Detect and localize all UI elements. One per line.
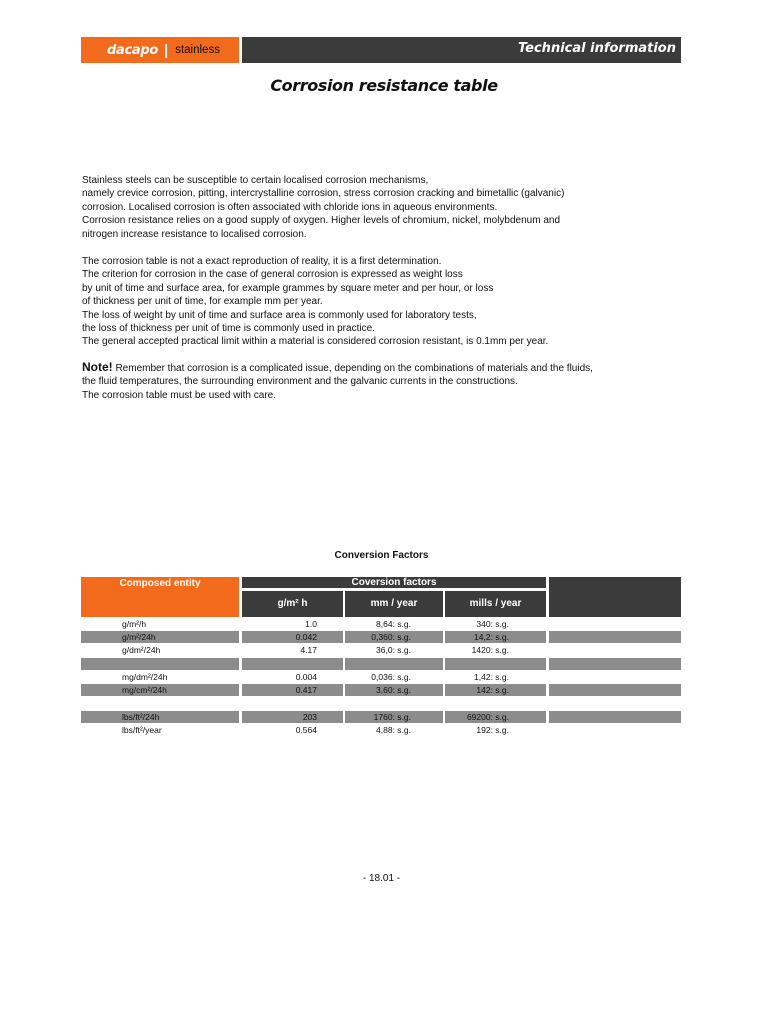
row-shade — [549, 658, 681, 670]
section-bar — [242, 37, 681, 63]
unit-cell: g/dm²/24h — [122, 645, 161, 655]
mm-year-cell: 1760: s.g. — [373, 712, 411, 722]
brand-separator: | — [164, 41, 169, 59]
table-title: Conversion Factors — [334, 550, 429, 561]
row-shade — [81, 658, 239, 670]
mills-year-cell: 1420: s.g. — [471, 645, 509, 655]
gm2h-cell: 1.0 — [305, 619, 317, 629]
gm2h-cell: 4.17 — [300, 645, 317, 655]
mm-year-cell: 0,360: s.g. — [371, 632, 411, 642]
gm2h-cell: 0.042 — [295, 632, 317, 642]
text-line — [82, 361, 593, 375]
composed-entity-header: Composed entity — [81, 577, 239, 617]
blank-header-column — [549, 577, 681, 617]
conversion-factors-header: Coversion factors — [242, 577, 546, 588]
text-line: the loss of thickness per unit of time is commonly used in practice. — [82, 323, 375, 335]
text-line: corrosion. Localised corrosion is often associated with chloride ions in aqueous environments. — [82, 201, 498, 213]
intro-paragraph — [82, 174, 564, 241]
mills-year-cell: 192: s.g. — [476, 725, 509, 735]
row-shade — [549, 631, 681, 643]
page-title: Corrosion resistance table — [270, 76, 498, 95]
criterion-paragraph — [82, 255, 548, 349]
mm-year-cell: 36,0: s.g. — [376, 645, 411, 655]
text-line: The loss of weight by unit of time and surface area is commonly used for laboratory tests, — [82, 309, 477, 321]
unit-cell: lbs/ft²/year — [122, 725, 162, 735]
mm-year-cell: 4,88: s.g. — [376, 725, 411, 735]
unit-cell: mg/dm²/24h — [122, 672, 168, 682]
mills-year-cell: 14,2: s.g. — [474, 632, 509, 642]
column-header-mm-year: mm / year — [345, 591, 443, 617]
row-shade — [242, 711, 343, 723]
brand-bar — [81, 37, 239, 63]
column-header-gm2h: g/m² h — [242, 591, 343, 617]
row-shade — [242, 658, 343, 670]
mm-year-cell: 0,036: s.g. — [371, 672, 411, 682]
section-title: Technical information — [517, 41, 676, 56]
text-line: The general accepted practical limit within a material is considered corrosion resistant, is 0.1mm per year. — [82, 336, 549, 348]
note-text: Remember that corrosion is a complicated issue, depending on the combinations of materials and the fluids, — [112, 363, 593, 374]
unit-cell: mg/cm²/24h — [122, 685, 167, 695]
gm2h-cell: 0.564 — [295, 725, 317, 735]
mills-year-cell: 1,42: s.g. — [474, 672, 509, 682]
row-shade — [242, 631, 343, 643]
gm2h-cell: 0.417 — [295, 685, 317, 695]
text-line: Corrosion resistance relies on a good supply of oxygen. Higher levels of chromium, nickel, molybdenum and — [82, 215, 561, 227]
text-line: Stainless steels can be susceptible to certain localised corrosion mechanisms, — [82, 175, 429, 186]
mills-year-cell: 69200: s.g. — [466, 712, 509, 722]
text-line: the fluid temperatures, the surrounding environment and the galvanic currents in the constructions. — [82, 376, 518, 388]
gm2h-cell: 0.004 — [295, 672, 317, 682]
text-line: namely crevice corrosion, pitting, intercrystalline corrosion, stress corrosion cracking and bimetallic (galvanic) — [82, 188, 565, 200]
row-shade — [81, 711, 239, 723]
page-number: - 18.01 - — [362, 873, 401, 884]
text-line: The corrosion table must be used with care. — [82, 389, 276, 401]
column-header-mills-year: mills / year — [445, 591, 546, 617]
unit-cell: g/m²/h — [122, 619, 147, 629]
row-shade — [549, 711, 681, 723]
text-line: of thickness per unit of time, for example mm per year. — [82, 296, 323, 308]
gm2h-cell: 203 — [302, 712, 317, 722]
row-shade — [81, 631, 239, 643]
brand-logo: dacapo — [107, 42, 158, 58]
unit-cell: lbs/ft²/24h — [122, 712, 160, 722]
row-shade — [549, 684, 681, 696]
text-line: by unit of time and surface area, for example grammes by square meter and per hour, or loss — [82, 282, 494, 294]
note-label: Note! — [82, 360, 113, 374]
text-line: The corrosion table is not a exact reproduction of reality, it is a first determination. — [82, 256, 442, 267]
row-shade — [445, 658, 546, 670]
mills-year-cell: 340: s.g. — [476, 619, 509, 629]
mm-year-cell: 3,60: s.g. — [376, 685, 411, 695]
row-shade — [345, 658, 443, 670]
mm-year-cell: 8,64: s.g. — [376, 619, 411, 629]
text-line: The criterion for corrosion in the case of general corrosion is expressed as weight loss — [82, 269, 463, 281]
note-paragraph — [82, 361, 593, 402]
text-line: nitrogen increase resistance to localised corrosion. — [82, 228, 307, 240]
brand-subtitle: stainless — [175, 44, 220, 56]
row-shade — [242, 684, 343, 696]
mills-year-cell: 142: s.g. — [476, 685, 509, 695]
unit-cell: g/m²/24h — [122, 632, 156, 642]
